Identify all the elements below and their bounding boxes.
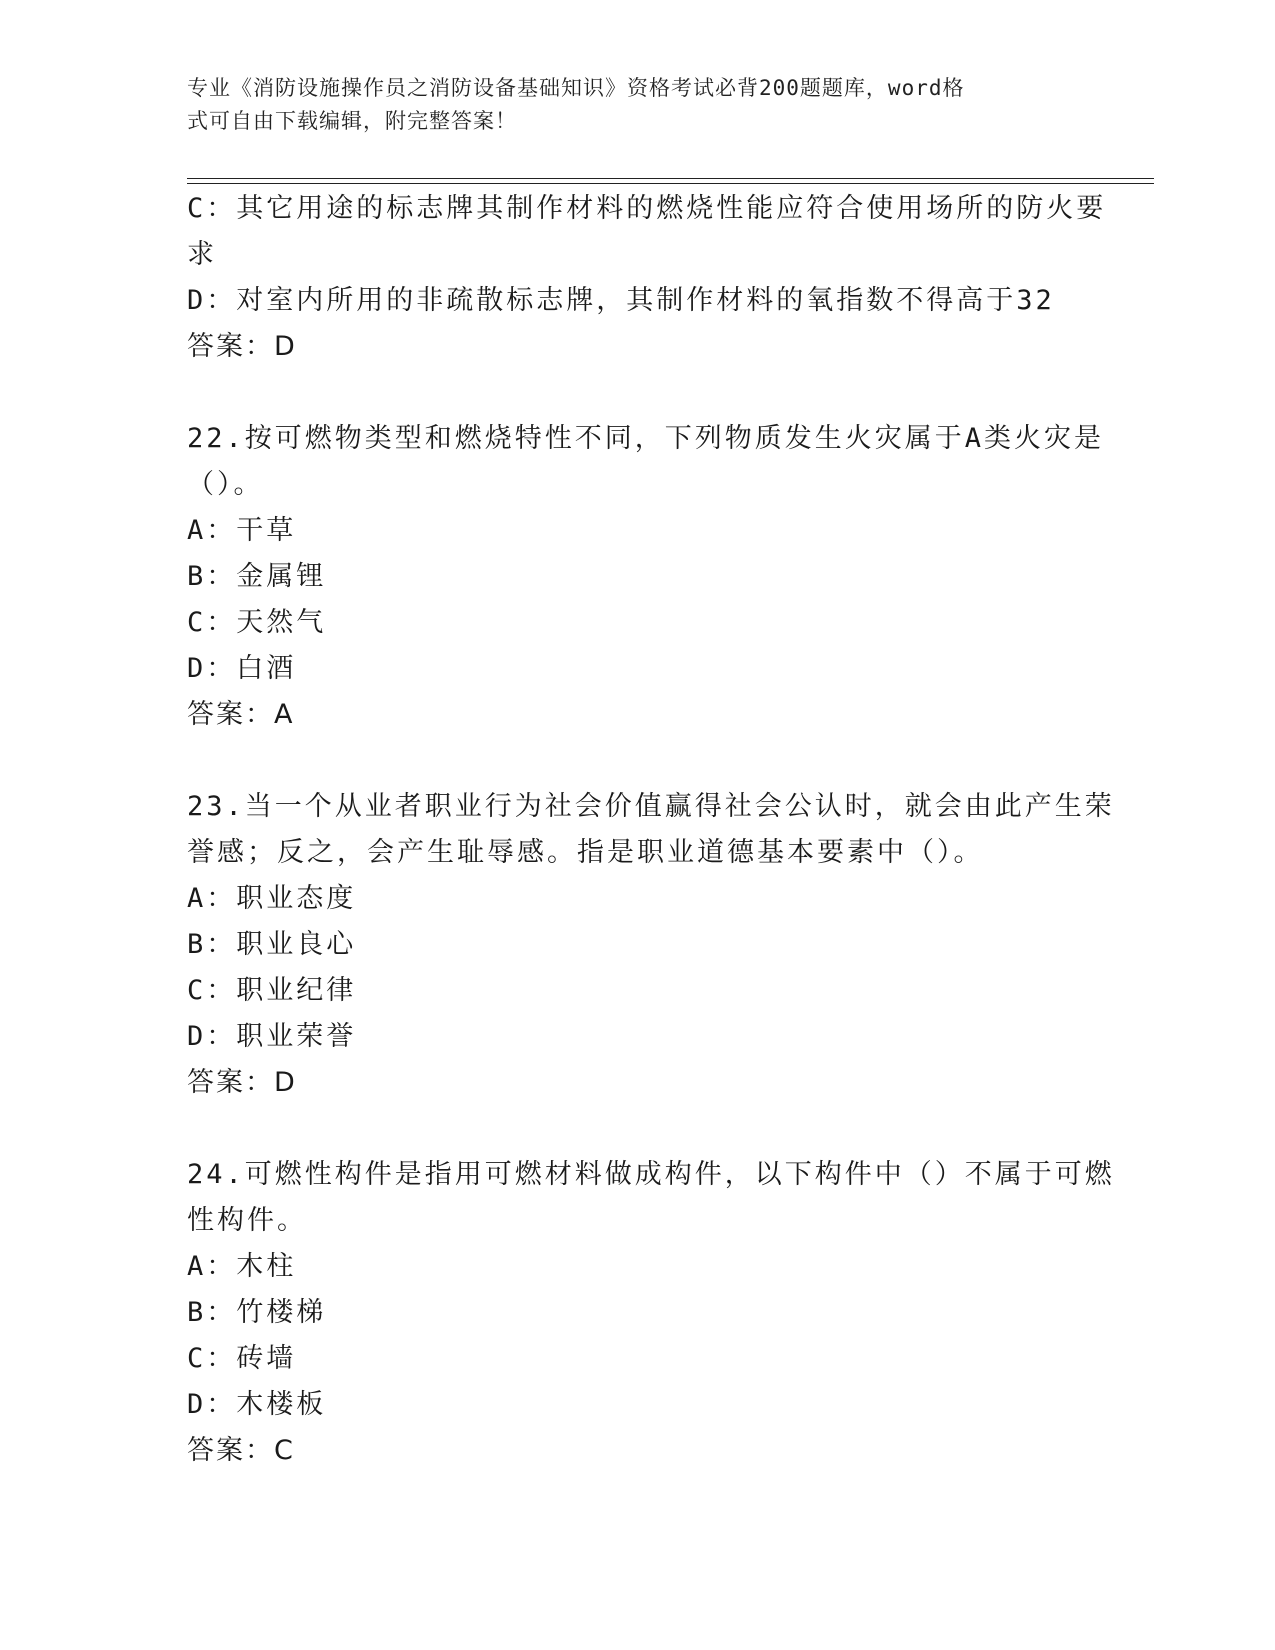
question-stem-continued: 性构件。 — [187, 1205, 307, 1236]
document-header — [187, 72, 1067, 138]
option-c: C：砖墙 — [187, 1343, 297, 1374]
question-22 — [187, 416, 1105, 738]
option-b: B：金属锂 — [187, 561, 327, 592]
spacer — [187, 738, 1087, 784]
question-stem: 24.可燃性构件是指用可燃材料做成构件，以下构件中（）不属于可燃 — [187, 1159, 1115, 1190]
option-d: D：职业荣誉 — [187, 1021, 357, 1052]
option-a: A：职业态度 — [187, 883, 357, 914]
option-c: C：天然气 — [187, 607, 327, 638]
option-b: B：竹楼梯 — [187, 1297, 327, 1328]
header-divider-top — [187, 178, 1154, 179]
option-d: D：木楼板 — [187, 1389, 327, 1420]
option-d: D：白酒 — [187, 653, 297, 684]
option-c: C：职业纪律 — [187, 975, 357, 1006]
question-stem: 22.按可燃物类型和燃烧特性不同，下列物质发生火灾属于A类火灾是 — [187, 423, 1105, 454]
question-stem-continued: （）。 — [187, 469, 264, 500]
option-d: D：对室内所用的非疏散标志牌，其制作材料的氧指数不得高于32 — [187, 285, 1055, 316]
answer: 答案：C — [187, 1435, 295, 1466]
question-stem: 23.当一个从业者职业行为社会价值赢得社会公认时，就会由此产生荣 — [187, 791, 1115, 822]
question-24 — [187, 1152, 1115, 1474]
question-stem-continued: 誉感；反之，会产生耻辱感。指是职业道德基本要素中（）。 — [187, 837, 984, 868]
header-divider-bottom — [187, 183, 1154, 184]
header-line-1: 专业《消防设施操作员之消防设备基础知识》资格考试必背200题题库，word格 — [187, 76, 965, 100]
option-b: B：职业良心 — [187, 929, 357, 960]
answer: 答案：A — [187, 699, 295, 730]
option-a: A：木柱 — [187, 1251, 297, 1282]
answer: 答案：D — [187, 1067, 297, 1098]
option-a: A：干草 — [187, 515, 297, 546]
question-list — [187, 186, 1115, 1474]
option-c: C：其它用途的标志牌其制作材料的燃烧性能应符合使用场所的防火要 — [187, 193, 1107, 224]
option-c-continued: 求 — [187, 239, 217, 270]
prev-question-tail — [187, 186, 1107, 370]
answer: 答案：D — [187, 331, 297, 362]
spacer — [187, 370, 1087, 416]
header-line-2: 式可自由下载编辑，附完整答案！ — [187, 109, 517, 133]
spacer — [187, 1106, 1087, 1152]
question-23 — [187, 784, 1115, 1106]
